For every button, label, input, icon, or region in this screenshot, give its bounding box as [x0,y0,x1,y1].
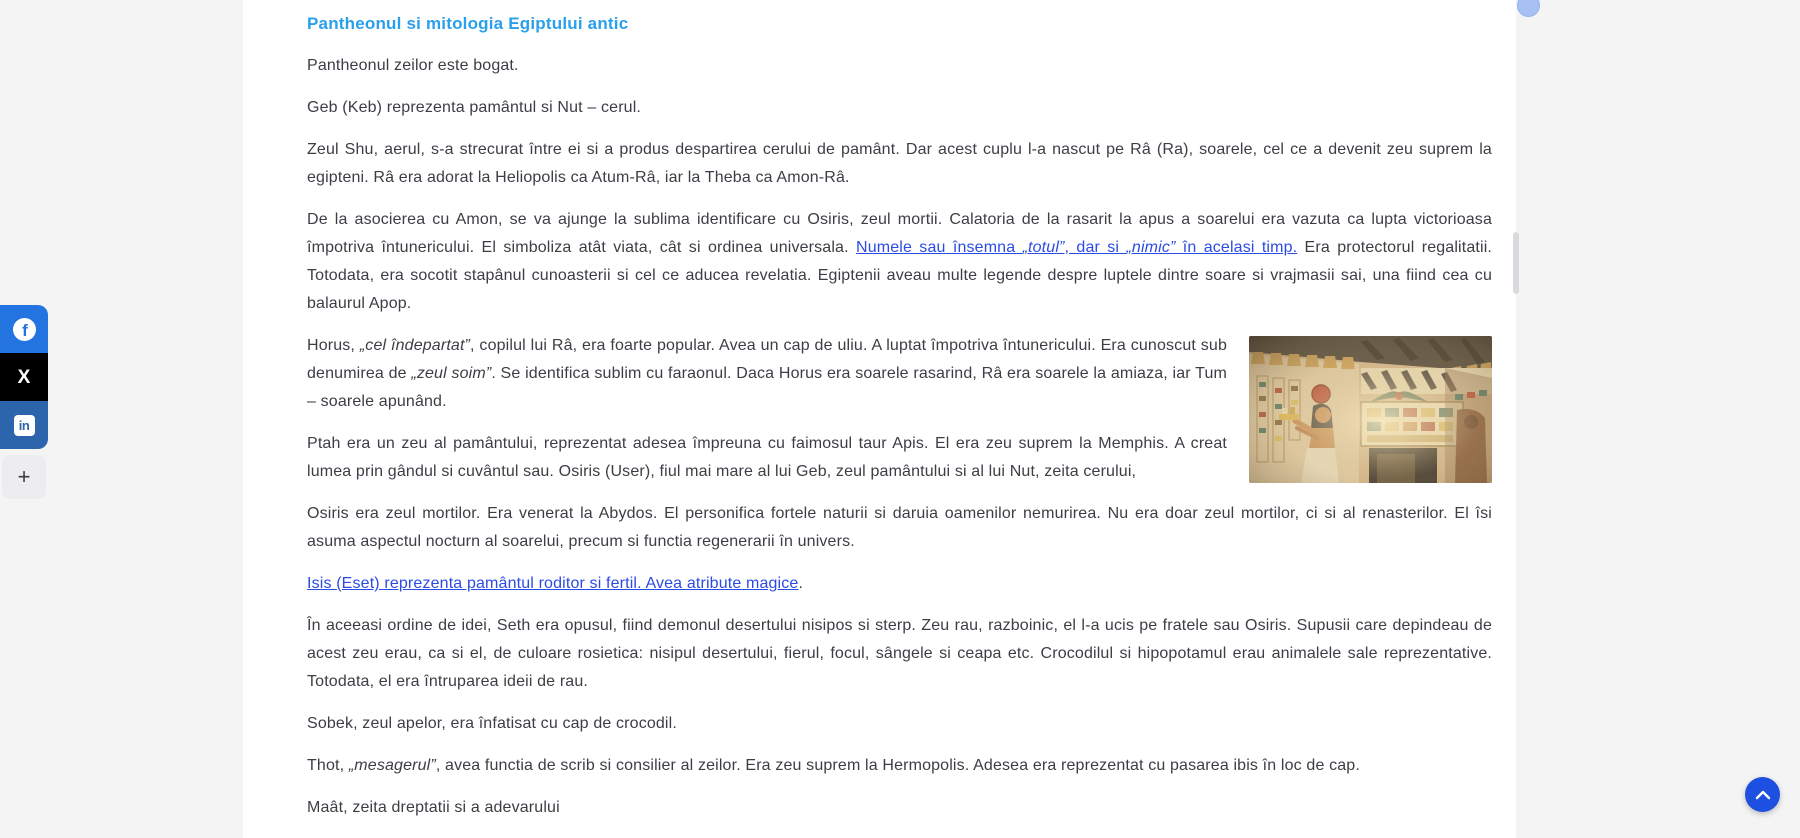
link-isis-eset[interactable]: Isis (Eset) reprezenta pamântul roditor si fertil. Avea atribute magice [307,575,799,592]
paragraph-maat-cutoff: Maât, zeita dreptatii si a adevarului [307,799,560,816]
text-segment: , avea functia de scrib si consilier al zeilor. Era zeu suprem la Hermopolis. Adesea era reprezentat cu pasarea ibis în loc de cap. [435,757,1360,774]
text-segment-italic: „zeul soim” [411,365,492,382]
linkedin-in-glyph: in [18,417,30,433]
paragraph-seth: În aceeasi ordine de idei, Seth era opusul, fiind demonul desertului nisipos si sterp. Zeu rau, razboinic, el l-a ucis pe fratele sau Osiris. Supusii care depindeau de acest zeu erau, ca si el, de culoare rosietica: nisipul desertului, fierul, focul, sângele si ceapa etc. Crocodilul si hipopotamul erau animalele sale reprezentative. Totodata, el era întruparea ideii de rau. [307,617,1492,690]
text-segment-italic: „mesagerul” [348,757,436,774]
paragraph-amon-osiris [307,206,1492,318]
text-segment-italic: „nimic” [1126,239,1176,256]
facebook-icon [13,318,36,341]
paragraph-sobek: Sobek, zeul apelor, era înfatisat cu cap de crocodil. [307,715,677,732]
scrollbar-thumb[interactable] [1513,232,1519,294]
paragraph-thot [307,752,1492,780]
text-segment: Thot, [307,757,349,774]
more-share-options-button[interactable] [2,455,46,499]
paragraph-ptah: Ptah era un zeu al pamântului, reprezentat adesea împreuna cu faimosul taur Apis. El era zeu suprem la Memphis. A creat lumea prin gândul si cuvântul sau. Osiris (User), fiul mai mare al lui Geb, zeul pamântului si al lui Nut, zeita cerului, [307,435,1227,480]
article-title: Pantheonul si mitologia Egiptului antic [307,14,629,33]
text-segment: Numele sau însemna [855,239,1023,256]
link-numele-sau-insemna[interactable] [856,239,1297,256]
text-segment: . [798,575,804,592]
floating-progress-dot[interactable] [1517,0,1540,17]
linkedin-share-button[interactable] [0,401,48,449]
text-segment: . Se identifica sublim cu faraonul. Daca Horus era soarele rasarind, Râ era soarele la amiaza, iar Tum – soarele apunând. [307,365,1228,410]
text-segment-italic: „cel îndepartat” [359,337,471,354]
text-segment-italic: „totul” [1022,239,1065,256]
article-panel [243,0,1516,838]
text-segment: , dar si [1064,239,1127,256]
egyptian-wall-art [1249,336,1492,483]
social-share-sidebar [0,305,48,449]
linkedin-icon [14,415,35,436]
scroll-to-top-button[interactable] [1745,777,1780,812]
text-segment: , copilul lui Râ, era foarte popular. Avea un cap de uliu. A luptat împotriva întunericului. Era cunoscut sub denumirea de [307,337,1228,382]
paragraph-isis [307,570,1492,598]
text-segment: De la asocierea cu Amon, se va ajunge la sublima identificare cu Osiris, zeul mortii. Calatoria de la rasarit la apus a soarelui era vazuta ca lupta victorioasa împotriva întunericului. El simboliza atât viata, cât si ordinea universala. [307,211,1492,256]
paragraph-shu-ra: Zeul Shu, aerul, s-a strecurat între ei si a produs despartirea cerului de pamânt. Dar acest cuplu l-a nascut pe Râ (Ra), soarele, cel ce a devenit zeu suprem la egipteni. Râ era adorat la Heliopolis ca Atum-Râ, iar la Theba ca Amon-Râ. [307,141,1492,186]
paragraph-pantheon: Pantheonul zeilor este bogat. [307,57,519,74]
text-segment: Era protectorul regalitatii. Totodata, era socotit stapânul cunoasterii si cel ce aducea revelatia. Egiptenii aveau multe legende despre luptele dintre soare si vrajmasii sai, una fiind cea cu balaurul Apop. [307,239,1493,312]
text-segment: Horus, [307,337,360,354]
paragraph-osiris: Osiris era zeul mortilor. Era venerat la Abydos. El personifica fortele naturii si daruia oamenilor nemurirea. Nu era doar zeul mortilor, ci si al renasterilor. El îsi asuma aspectul nocturn al soarelui, precum si functia regenerarii în univers. [307,505,1492,550]
paragraph-geb-nut: Geb (Keb) reprezenta pamântul si Nut – cerul. [307,99,642,116]
facebook-f-glyph: f [22,320,28,340]
chevron-up-icon [1755,790,1771,800]
facebook-share-button[interactable] [0,305,48,353]
plus-icon: + [17,464,31,489]
article [243,0,1516,822]
egyptian-wall-painting-image [1249,336,1492,483]
text-segment: în acelasi timp. [1175,239,1298,256]
x-twitter-icon: X [17,366,31,388]
x-twitter-share-button[interactable] [0,353,48,401]
